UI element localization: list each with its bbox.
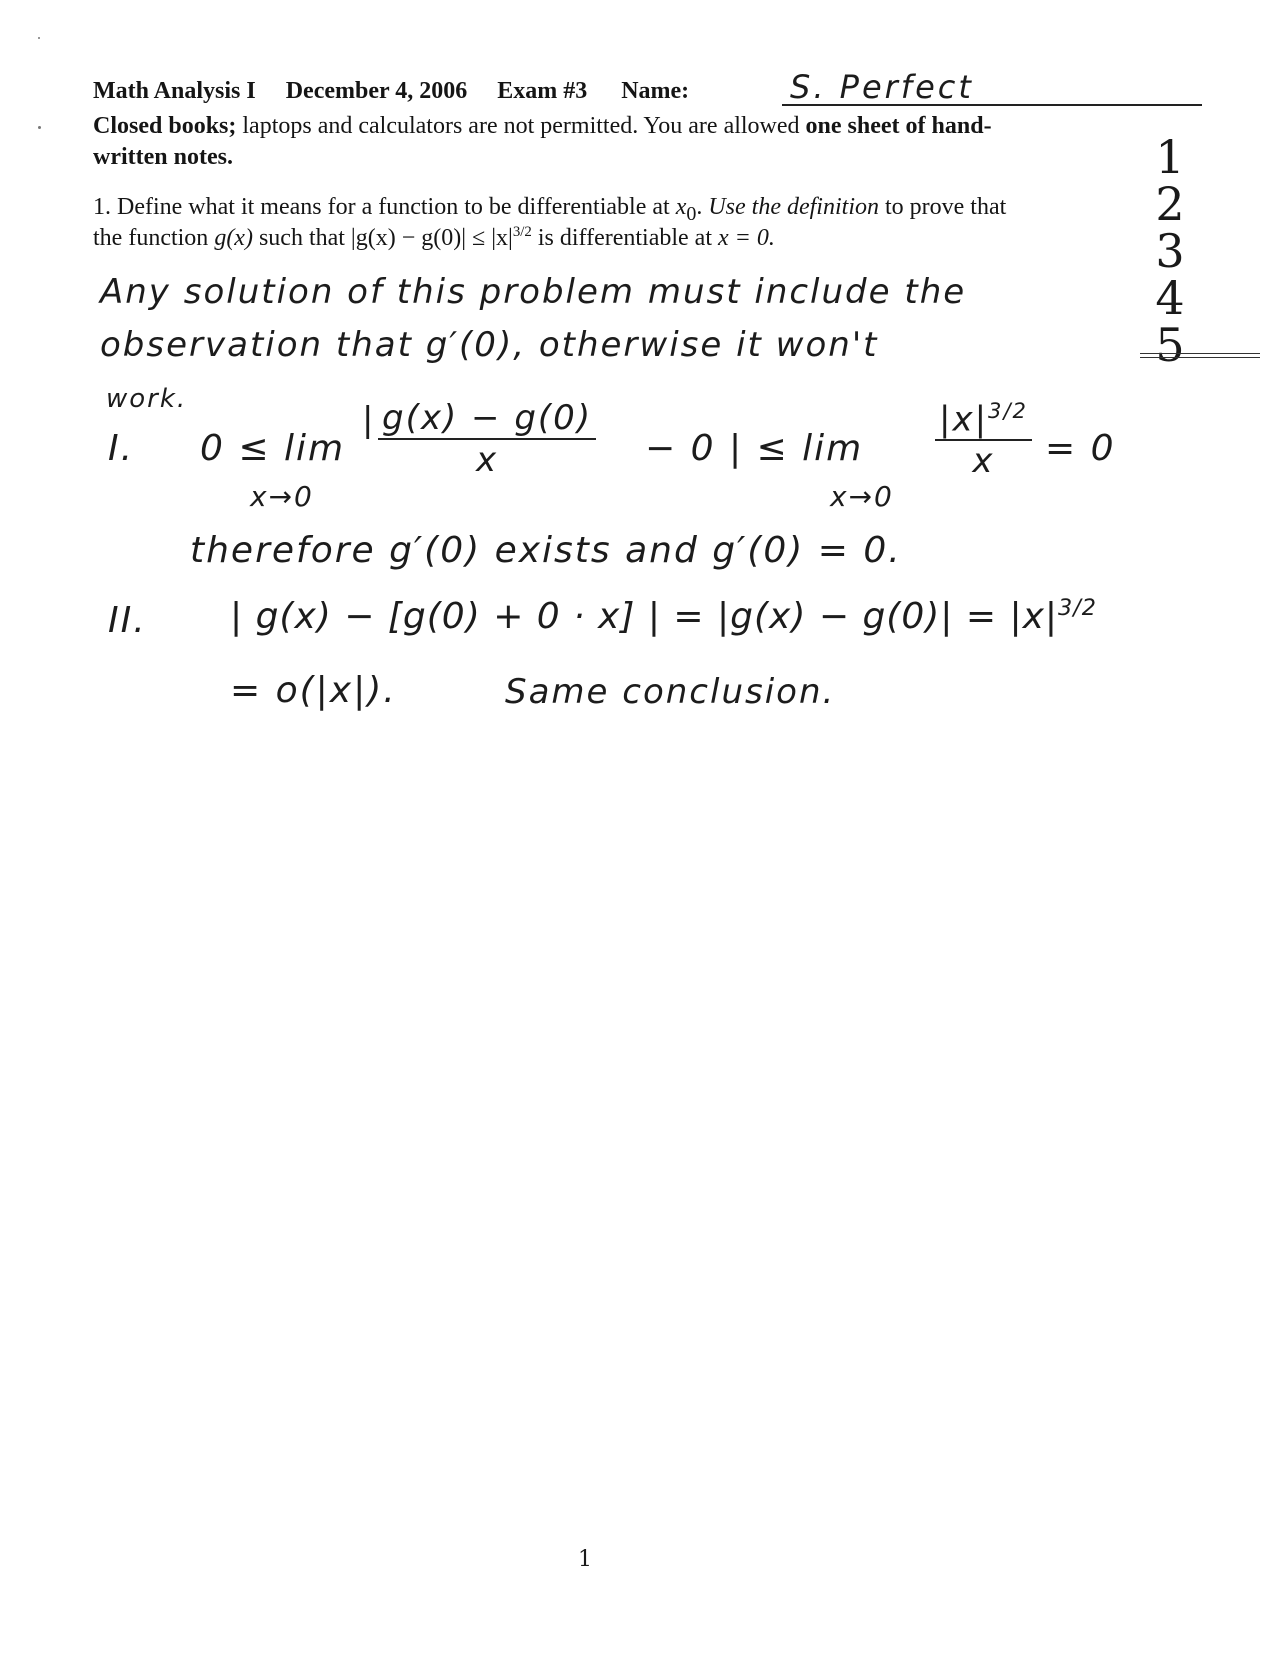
emphasis-text: Use the definition bbox=[708, 194, 879, 220]
part1-denominator2: x bbox=[972, 441, 995, 482]
math-inequality: such that |g(x) − g(0)| ≤ |x| bbox=[252, 225, 513, 251]
score-number: 3 bbox=[1155, 224, 1185, 278]
page-number: 1 bbox=[578, 1547, 592, 1572]
score-number: 1 bbox=[1155, 130, 1185, 184]
math-equation: x = 0. bbox=[718, 225, 775, 251]
scan-speck bbox=[38, 37, 40, 39]
exam-number: Exam #3 bbox=[497, 78, 588, 104]
answer-line2: observation that g′(0), otherwise it won't bbox=[100, 325, 879, 365]
math-x0: x bbox=[675, 194, 687, 220]
math-function: g(x) bbox=[214, 225, 253, 251]
instructions-line1 bbox=[93, 113, 992, 140]
part1-lhs: 0 ≤ lim bbox=[200, 428, 346, 469]
problem-text: . bbox=[696, 194, 709, 220]
score-column bbox=[1150, 130, 1190, 372]
problem-text: to prove that bbox=[878, 194, 1007, 220]
part1-exponent: 3/2 bbox=[988, 398, 1028, 423]
score-number: 2 bbox=[1155, 177, 1185, 231]
part1-limit-sub1: x→0 bbox=[250, 480, 314, 513]
part1-abs-x: |x| bbox=[939, 399, 989, 440]
part2-line2: = o(|x|). bbox=[230, 670, 397, 711]
instructions-line2: written notes. bbox=[93, 144, 233, 170]
part1-fraction1 bbox=[378, 398, 596, 480]
part1-denominator1: x bbox=[475, 440, 499, 480]
instructions-bold-1: Closed books; bbox=[93, 113, 237, 139]
part1-fraction2 bbox=[935, 398, 1032, 481]
part1-rhs: = 0 bbox=[1045, 428, 1116, 469]
name-label: Name: bbox=[621, 78, 690, 104]
problem-text: the function bbox=[93, 225, 215, 251]
same-conclusion: Same conclusion. bbox=[505, 672, 836, 712]
answer-line3: work. bbox=[106, 384, 188, 414]
part2-expr-text: | g(x) − [g(0) + 0 · x] | = |g(x) − g(0)| = |x| bbox=[230, 596, 1059, 637]
math-exponent: 3/2 bbox=[512, 224, 532, 240]
part2-exponent: 3/2 bbox=[1058, 595, 1097, 621]
score-number: 4 bbox=[1155, 271, 1185, 325]
score-double-rule bbox=[1140, 353, 1260, 358]
student-name: S. Perfect bbox=[790, 68, 974, 106]
problem-line2 bbox=[93, 224, 775, 252]
answer-line1: Any solution of this problem must include the bbox=[100, 272, 967, 312]
problem-line1 bbox=[93, 194, 1006, 226]
problem-text: Define what it means for a function to be differentiable at bbox=[111, 194, 676, 220]
instructions-plain: laptops and calculators are not permitted. You are allowed bbox=[236, 113, 806, 139]
course-title: Math Analysis I bbox=[93, 78, 256, 104]
part2-label: II. bbox=[108, 600, 147, 641]
problem-number: 1. bbox=[93, 194, 111, 220]
math-x0-subscript: 0 bbox=[686, 202, 697, 225]
therefore-line: therefore g′(0) exists and g′(0) = 0. bbox=[190, 530, 902, 571]
part1-limit-sub2: x→0 bbox=[830, 480, 894, 513]
part1-middle: − 0 | ≤ lim bbox=[645, 428, 864, 469]
scan-speck bbox=[38, 126, 41, 129]
score-number: 5 bbox=[1155, 318, 1185, 372]
instructions-bold-2: one sheet of hand- bbox=[805, 113, 992, 139]
exam-date: December 4, 2006 bbox=[285, 78, 468, 104]
exam-header bbox=[93, 78, 689, 105]
part1-label: I. bbox=[108, 428, 135, 469]
part1-abs-open: | bbox=[362, 400, 376, 440]
problem-text: is differentiable at bbox=[531, 225, 718, 251]
part1-numerator2 bbox=[935, 398, 1032, 441]
part2-expression bbox=[230, 595, 1097, 637]
part1-numerator1: g(x) − g(0) bbox=[378, 398, 596, 440]
